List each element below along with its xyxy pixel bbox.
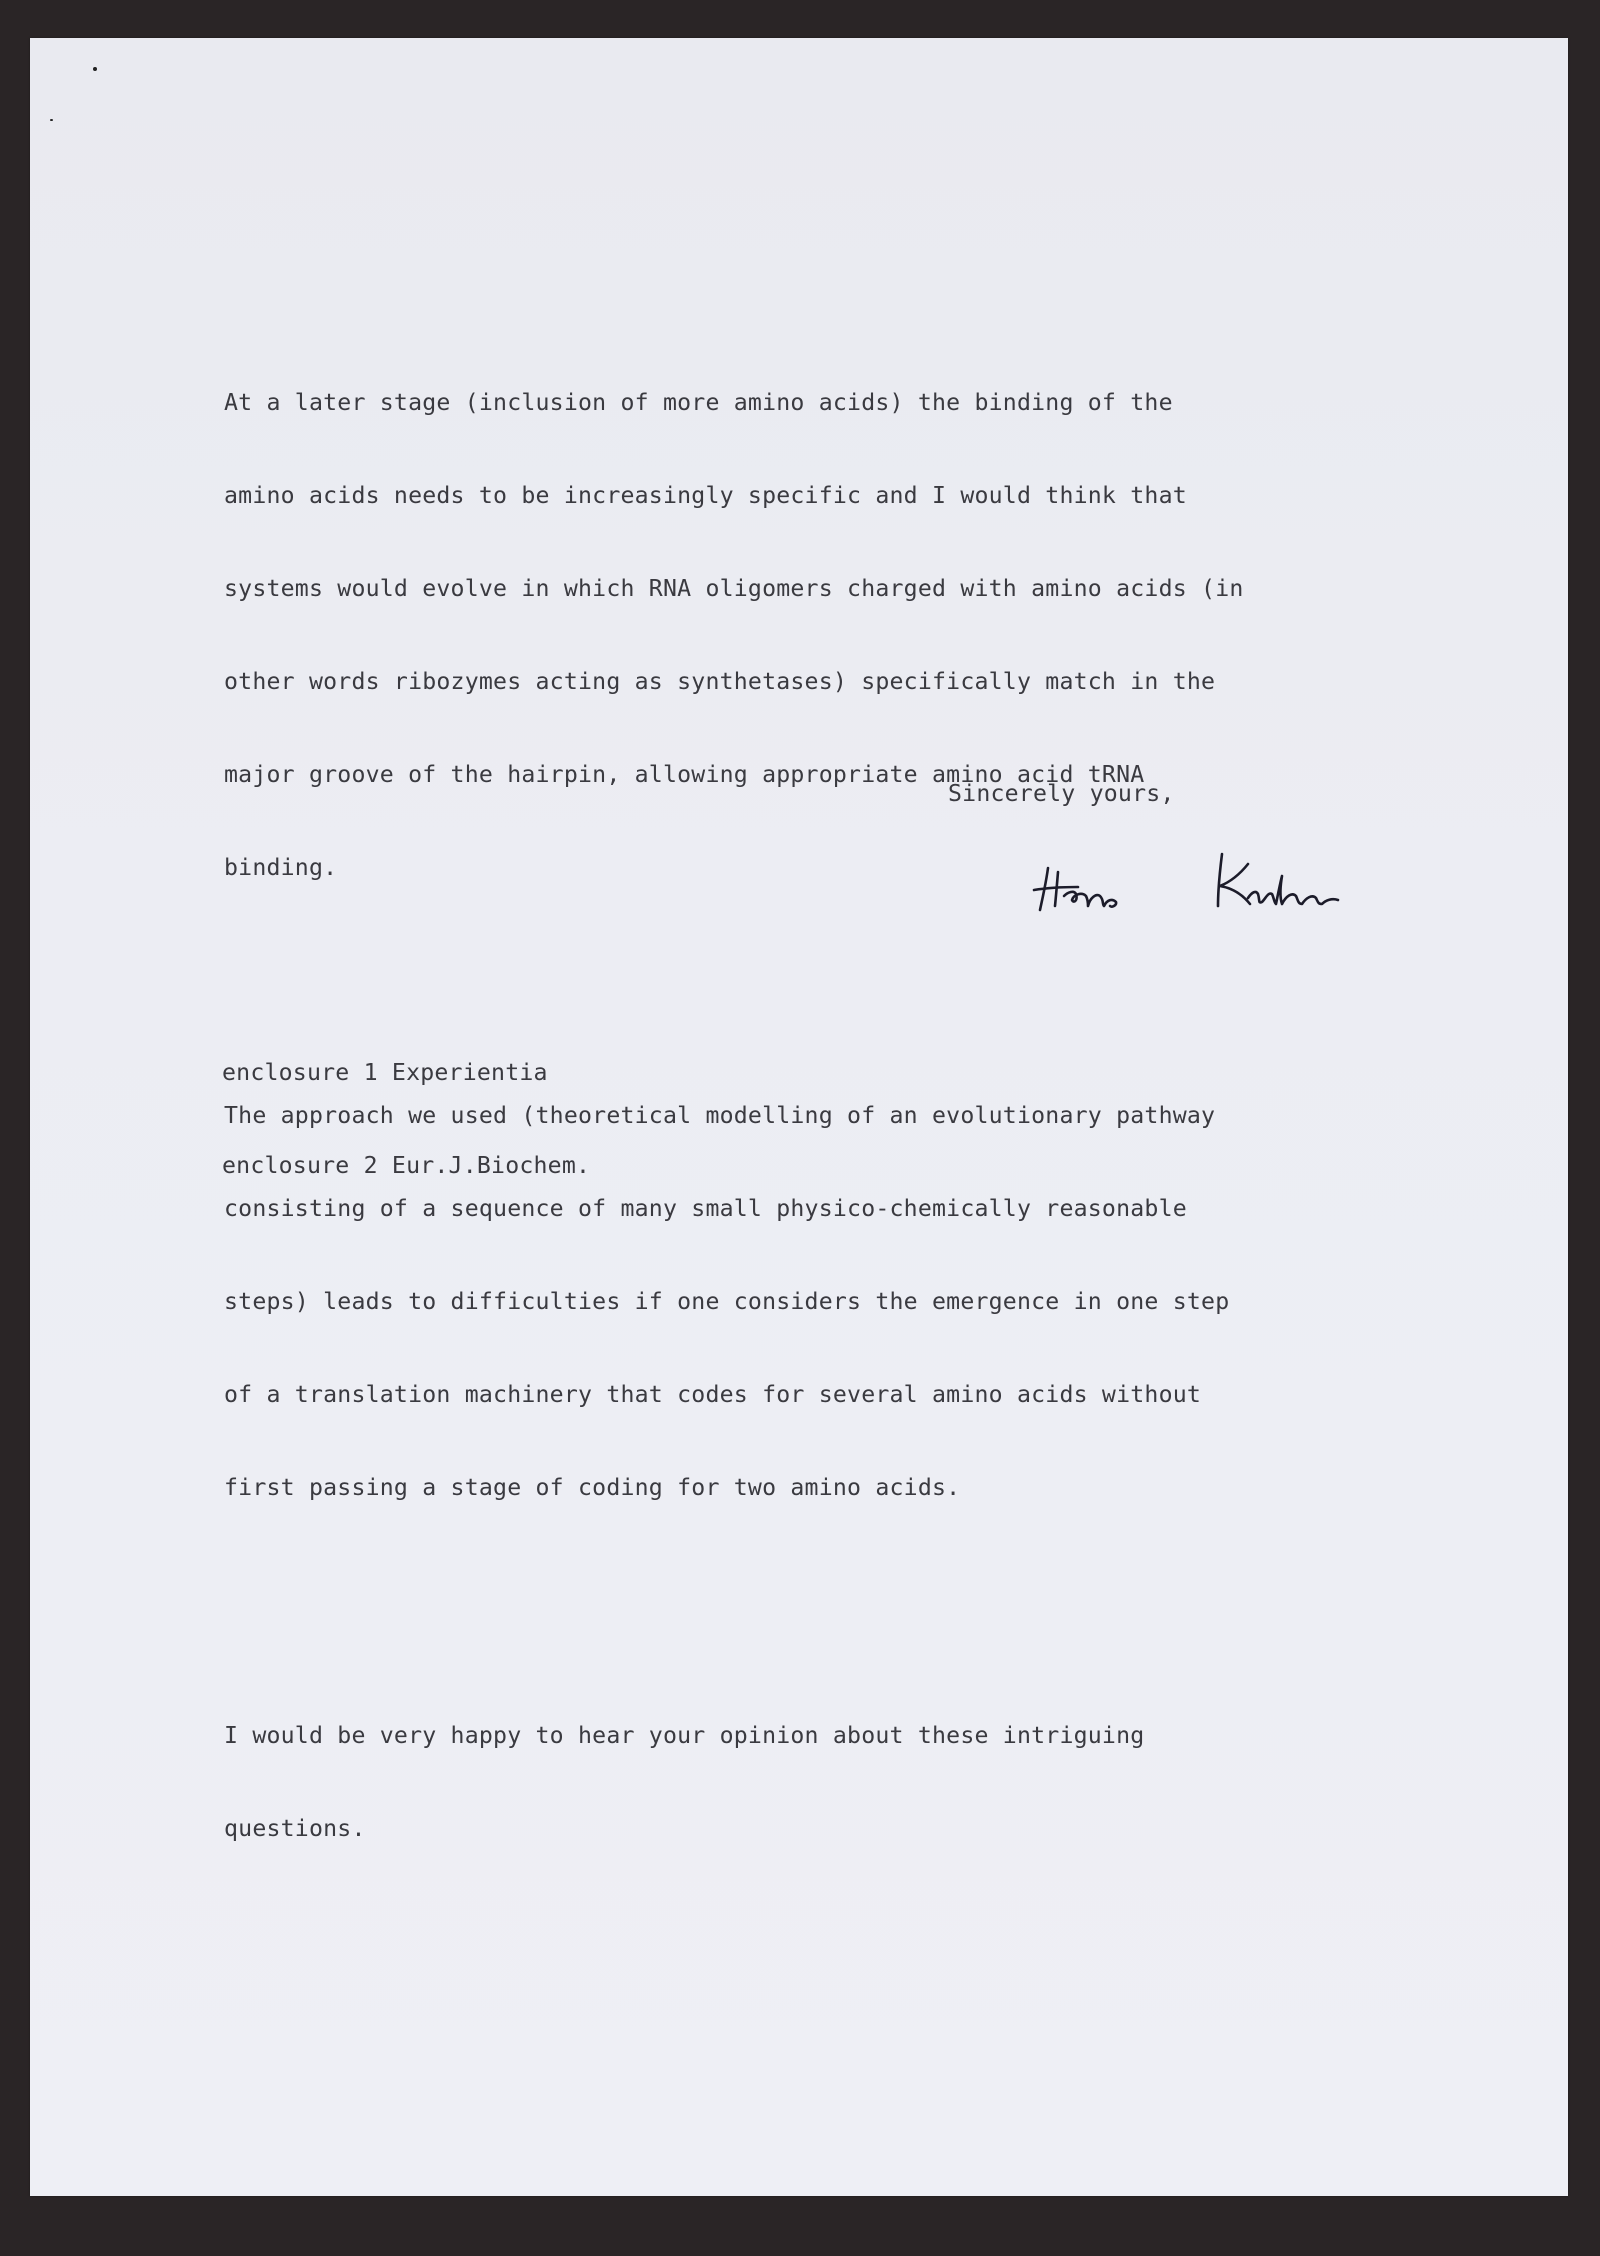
text-line: binding. [224, 854, 338, 881]
paper-speck [50, 119, 53, 121]
text-line: other words ribozymes acting as synthetases) specifically match in the [224, 668, 1216, 695]
text-line: I would be very happy to hear your opinion about these intriguing [224, 1722, 1145, 1749]
text-line: systems would evolve in which RNA oligomers charged with amino acids (in [224, 575, 1244, 602]
text-line: steps) leads to difficulties if one considers the emergence in one step [224, 1288, 1230, 1315]
closing-salutation: Sincerely yours, [948, 780, 1175, 807]
paper-speck [93, 67, 97, 71]
text-line: of a translation machinery that codes for several amino acids without [224, 1381, 1202, 1408]
text-line: consisting of a sequence of many small physico-chemically reasonable [224, 1195, 1187, 1222]
handwritten-signature [1012, 848, 1372, 918]
text-line: first passing a stage of coding for two amino acids. [224, 1474, 961, 1501]
text-line: major groove of the hairpin, allowing appropriate amino acid tRNA [224, 761, 1145, 788]
text-line: questions. [224, 1815, 366, 1842]
text-line: At a later stage (inclusion of more amino acids) the binding of the [224, 389, 1173, 416]
text-line: The approach we used (theoretical modelling of an evolutionary pathway [224, 1102, 1216, 1129]
paragraph-3 [224, 1658, 1244, 1906]
enclosure-list [222, 995, 590, 1212]
enclosure-item: enclosure 1 Experientia [222, 1059, 548, 1086]
text-line: amino acids needs to be increasingly specific and I would think that [224, 482, 1187, 509]
enclosure-item: enclosure 2 Eur.J.Biochem. [222, 1152, 591, 1179]
